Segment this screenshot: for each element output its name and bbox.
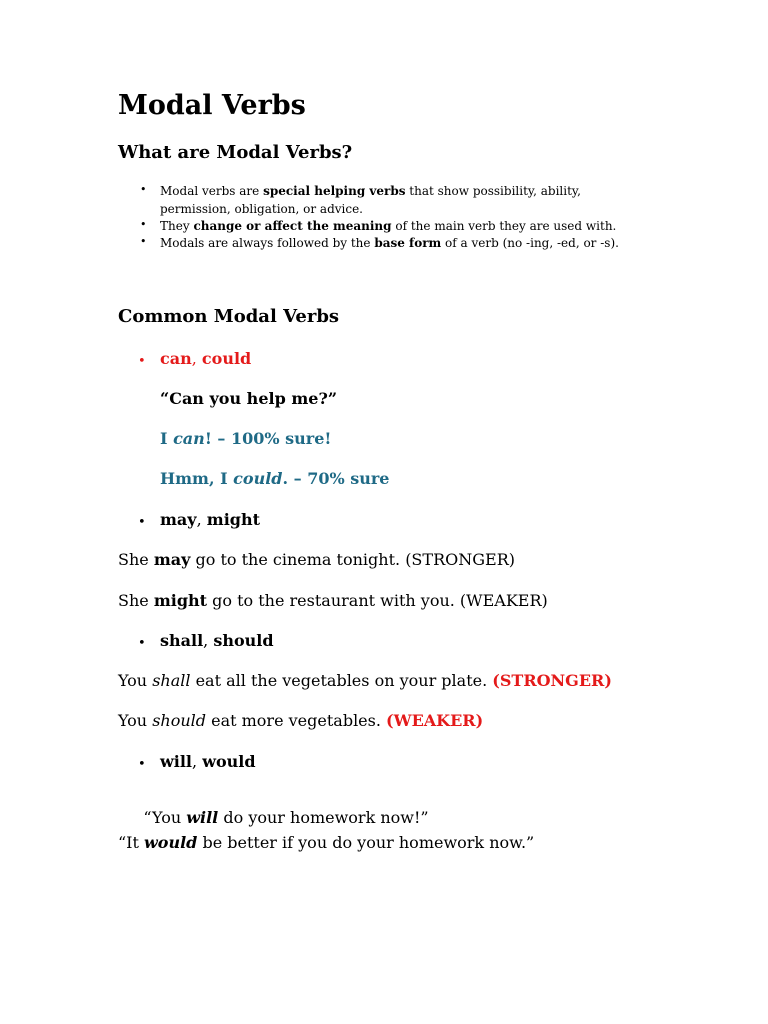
section-heading-what: What are Modal Verbs? bbox=[118, 142, 353, 163]
example-sentence-may: She may go to the cinema tonight. (STRONGER) bbox=[118, 550, 515, 569]
definition-item-2: They change or affect the meaning of the main verb they are used with. bbox=[160, 219, 617, 233]
modal-pair-shall-should: shall, should bbox=[160, 631, 274, 650]
example-sentence-would: “It would be better if you do your homework now.” bbox=[118, 833, 535, 852]
page-title: Modal Verbs bbox=[118, 90, 306, 121]
strength-tag: (WEAKER) bbox=[386, 711, 484, 730]
bullet-icon: • bbox=[140, 235, 147, 248]
bullet-icon: • bbox=[138, 515, 146, 530]
example-sentence-will: “You will do your homework now!” bbox=[138, 808, 429, 827]
definition-item-1: Modal verbs are special helping verbs that show possibility, ability, bbox=[160, 184, 581, 198]
bullet-icon: • bbox=[140, 183, 147, 196]
example-answer-can: I can! – 100% sure! bbox=[160, 429, 332, 448]
bullet-icon: • bbox=[138, 354, 146, 369]
modal-pair-can-could: can, could bbox=[160, 349, 252, 368]
bullet-icon: • bbox=[140, 218, 147, 231]
example-sentence-shall: You shall eat all the vegetables on your plate. (STRONGER) bbox=[118, 671, 612, 690]
example-answer-could: Hmm, I could. – 70% sure bbox=[160, 469, 390, 488]
example-sentence-might: She might go to the restaurant with you. (WEAKER) bbox=[118, 591, 548, 610]
modal-pair-will-would: will, would bbox=[160, 752, 256, 771]
example-sentence-should: You should eat more vegetables. (WEAKER) bbox=[118, 711, 484, 730]
modal-pair-may-might: may, might bbox=[160, 510, 260, 529]
strength-tag: (STRONGER) bbox=[492, 671, 612, 690]
definition-item-1-line2: permission, obligation, or advice. bbox=[160, 202, 363, 216]
bullet-icon: • bbox=[138, 636, 146, 651]
example-question: “Can you help me?” bbox=[160, 389, 338, 408]
bullet-icon: • bbox=[138, 757, 146, 772]
definition-item-3: Modals are always followed by the base form of a verb (no -ing, -ed, or -s). bbox=[160, 236, 619, 250]
section-heading-common: Common Modal Verbs bbox=[118, 306, 340, 327]
